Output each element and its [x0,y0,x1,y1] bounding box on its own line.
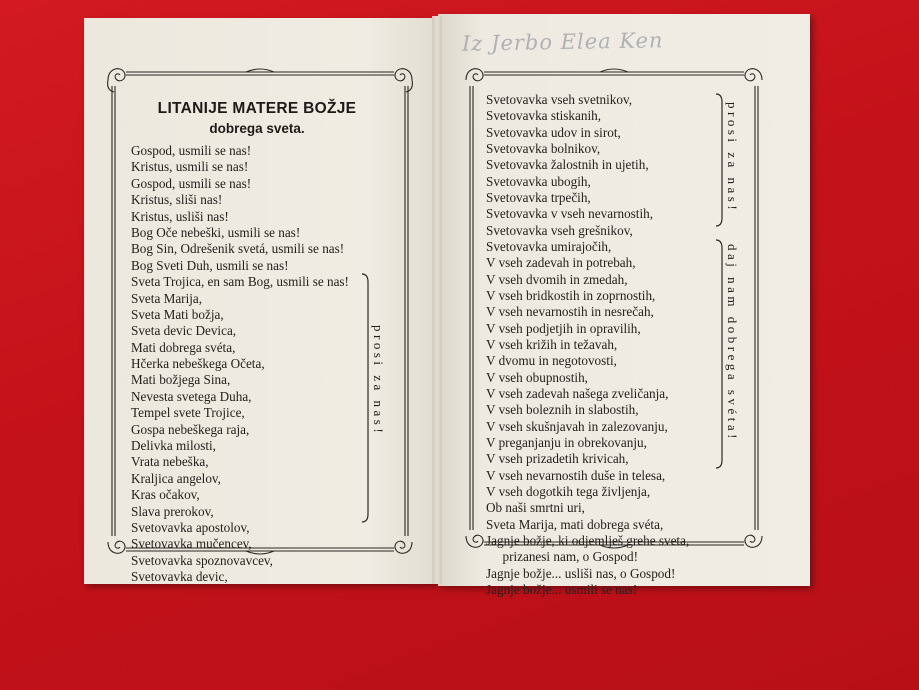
litany-line: Nevesta svetega Duha, [131,388,252,404]
litany-line: Svetovavka ubogih, [486,173,591,189]
litany-line: V vseh dogotkih tega življenja, [486,483,651,499]
litany-subtitle: dobrega sveta. [209,121,305,136]
litany-line: Bog Sin, Odrešenik svetá, usmili se nas! [131,241,345,257]
litany-line: V vseh skušnjavah in zalezovanju, [486,418,668,434]
litany-line: Svetovavka devic, [131,569,228,585]
litany-line: Slava prerokov, [131,503,214,519]
litany-line: V vseh dvomih in zmedah, [486,271,628,287]
litany-line: Tempel svete Trojice, [131,405,245,421]
litany-line: V vseh nevarnostih in nesrečah, [486,304,654,320]
litany-line: Gospod, usmili se nas! [131,175,252,191]
litany-line: Svetovavka žalostnih in ujetih, [486,157,649,173]
litany-line: Svetovavka v vseh nevarnostih, [486,206,654,222]
litany-line: Delivka milosti, [131,438,216,454]
litany-line: Gospa nebeškega raja, [131,421,250,437]
handwritten-inscription: Iz Jerbo Elea Ken [461,28,664,56]
litany-line: Ob naši smrtni uri, [486,500,585,516]
litany-line: Hčerka nebeškega Očeta, [131,356,265,372]
litany-line: Sveta Mati božja, [131,306,224,322]
litany-line: Kristus, usliši nas! [131,208,229,224]
litany-line: Kristus, usmili se nas! [131,159,249,175]
litany-line: Svetovavka stiskanih, [486,108,602,124]
litany-line: Gospod, usmili se nas! [131,143,252,158]
litany-line: Svetovavka bolnikov, [486,140,601,156]
litany-line: Svetovavka mučencev, [131,536,252,552]
litany-line: Svetovavka vseh svetnikov, [486,92,633,107]
litany-line: V vseh zadevah in potrebah, [486,255,636,271]
litany-line: Svetovavka udov in sirot, [486,124,621,140]
left-response-text: prosi za nas! [371,325,386,437]
litany-line: Jagnje božje... usmili se nas! [486,581,638,597]
litany-line: Mati božjega Sina, [131,372,231,388]
litany-line: prizanesi nam, o Gospod! [486,549,638,565]
litany-line: Svetovavka apostolov, [131,519,250,535]
litany-line: Sveta devic Devica, [131,323,237,339]
litany-line: Sveta Trojica, en sam Bog, usmili se nas! [131,274,349,290]
right-response-text-1: prosi za nas! [725,102,740,214]
litany-line: Sveta Marija, [131,290,203,306]
litany-line: Mati dobrega svéta, [131,339,236,355]
litany-line: V vseh podjetjih in opravilih, [486,320,641,336]
litany-line: Bog Oče nebeški, usmili se nas! [131,224,301,240]
litany-line: V vseh nevarnostih duše in telesa, [486,467,666,483]
litany-line: V vseh obupnostih, [486,369,588,385]
litany-line: Kristus, sliši nas! [131,192,223,208]
litany-line: V dvomu in negotovosti, [486,353,617,369]
litany-line: Svetovavka umirajočih, [486,238,612,254]
litany-line: Svetovavka vseh grešnikov, [486,222,633,238]
litany-line: Jagnje božje, ki odjemlješ grehe sveta, [486,532,690,548]
litany-line: Kras očakov, [131,487,200,503]
litany-line: V vseh prizadetih krivicah, [486,451,629,467]
litany-line: V vseh zadevah našega zveličanja, [486,385,669,401]
right-response-text-2: daj nam dobrega svéta! [725,244,740,442]
litany-title: LITANIJE MATERE BOŽJE [157,100,357,117]
litany-line: V preganjanju in obrekovanju, [486,434,647,450]
litany-line: Jagnje božje... usliši nas, o Gospod! [486,565,676,581]
litany-line: Sveta Marija, mati dobrega svéta, [486,516,664,532]
left-litany-lines [131,143,349,586]
litany-line: Vrata nebeška, [131,454,209,470]
litany-line: Svetovavka trpečih, [486,189,591,205]
right-litany-lines [486,92,689,598]
litany-line: V vseh bridkostih in zoprnostih, [486,287,656,303]
litany-line: Bog Sveti Duh, usmili se nas! [131,257,289,273]
litany-line: V vseh križih in težavah, [486,336,618,352]
booklet-spine [432,16,442,584]
litany-line: V vseh boleznih in slabostih, [486,402,639,418]
litany-line: Kraljica angelov, [131,470,221,486]
litany-line: Svetovavka spoznovavcev, [131,552,273,568]
